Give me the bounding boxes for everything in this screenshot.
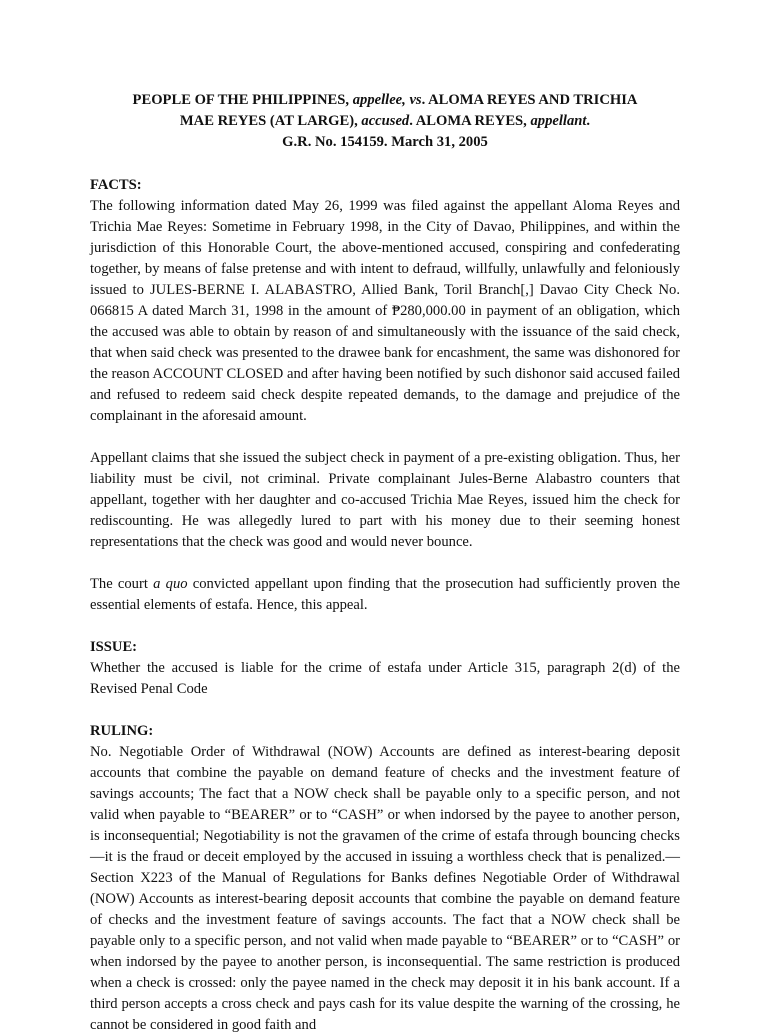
facts-p3-text: The court <box>90 576 154 592</box>
facts-p3-italic: a quo <box>153 576 188 592</box>
issue-heading: ISSUE: <box>90 639 138 655</box>
facts-paragraph-1: The following information dated May 26, 1999 was filed against the appellant Aloma Reyes and Trichia Mae Reyes: Sometime in February 1998, in the City of Davao, Philippines, and within the jurisdiction of this Honorable Court, the above-mentioned accused, conspiring and confederating together, by means of false pretense and with intent to defraud, willfully, unlawfully and feloniously issued to JULES-BERNE I. ALABASTRO, Allied Bank, Toril Branch[,] Davao City Check No. 066815 A dated March 31, 1998 in the amount of ₱280,000.00 in payment of an obligation, which the accused was able to obtain by reason of and simultaneously with the issuance of the said check, that when said check was presented to the drawee bank for encashment, the same was dishonored for the reason ACCOUNT CLOSED and after having been notified by such dishonor said accused failed and refused to redeem said check despite repeated demands, to the damage and prejudice of the complainant in the aforesaid amount. <box>90 198 680 424</box>
case-title-line-2 <box>90 111 680 132</box>
issue-text: Whether the accused is liable for the crime of estafa under Article 315, paragraph 2(d) of the Revised Penal Code <box>90 660 680 697</box>
title-part-italic: accused <box>361 113 410 129</box>
case-title <box>90 90 680 153</box>
case-title-line-1 <box>90 90 680 111</box>
facts-paragraph-2: Appellant claims that she issued the subject check in payment of a pre-existing obligation. Thus, her liability must be civil, not criminal. Private complainant Jules-Berne Alabastro counters that appellant, together with her daughter and co-accused Trichia Mae Reyes, issued him the check for rediscounting. He was allegedly lured to part with his money due to their seeming honest representations that the check was good and would never bounce. <box>90 450 680 550</box>
facts-p3-text: convicted appellant upon finding that the prosecution had sufficiently proven the essential elements of estafa. Hence, this appeal. <box>90 576 680 613</box>
title-part: . ALOMA REYES, <box>409 113 531 129</box>
facts-heading: FACTS: <box>90 177 142 193</box>
title-part: . ALOMA REYES AND TRICHIA <box>421 92 638 108</box>
facts-section <box>90 175 680 616</box>
title-part-italic: appellant <box>530 113 587 129</box>
title-part: PEOPLE OF THE PHILIPPINES, <box>132 92 353 108</box>
ruling-text: No. Negotiable Order of Withdrawal (NOW) Accounts are defined as interest-bearing deposit accounts that combine the payable on demand feature of checks and the investment feature of savings accounts; The fact that a NOW check shall be payable only to a specific person, and not valid when payable to “BEARER” or to “CASH” or when indorsed by the payee to another person, is inconsequential; Negotiability is not the gravamen of the crime of estafa through bouncing checks—it is the fraud or deceit employed by the accused in issuing a worthless check that is penalized.—Section X223 of the Manual of Regulations for Banks defines Negotiable Order of Withdrawal (NOW) Accounts as interest-bearing deposit accounts that combine the payable on demand feature of checks and the investment feature of savings accounts. The fact that a NOW check shall be payable only to a specific person, and not valid when made payable to “BEARER” or to “CASH” or when indorsed by the payee to another person, is inconsequential. The same restriction is produced when a check is crossed: only the payee named in the check may deposit it in his bank account. If a third person accepts a cross check and pays cash for its value despite the warning of the crossing, he cannot be considered in good faith and <box>90 744 680 1033</box>
title-part: . <box>586 113 591 129</box>
facts-paragraph-3 <box>90 574 680 616</box>
case-citation: G.R. No. 154159. March 31, 2005 <box>282 134 488 150</box>
ruling-heading: RULING: <box>90 723 154 739</box>
ruling-section <box>90 721 680 1036</box>
title-part-italic: appellee, vs <box>352 92 422 108</box>
issue-section <box>90 637 680 700</box>
title-part: MAE REYES (AT LARGE), <box>179 113 362 129</box>
